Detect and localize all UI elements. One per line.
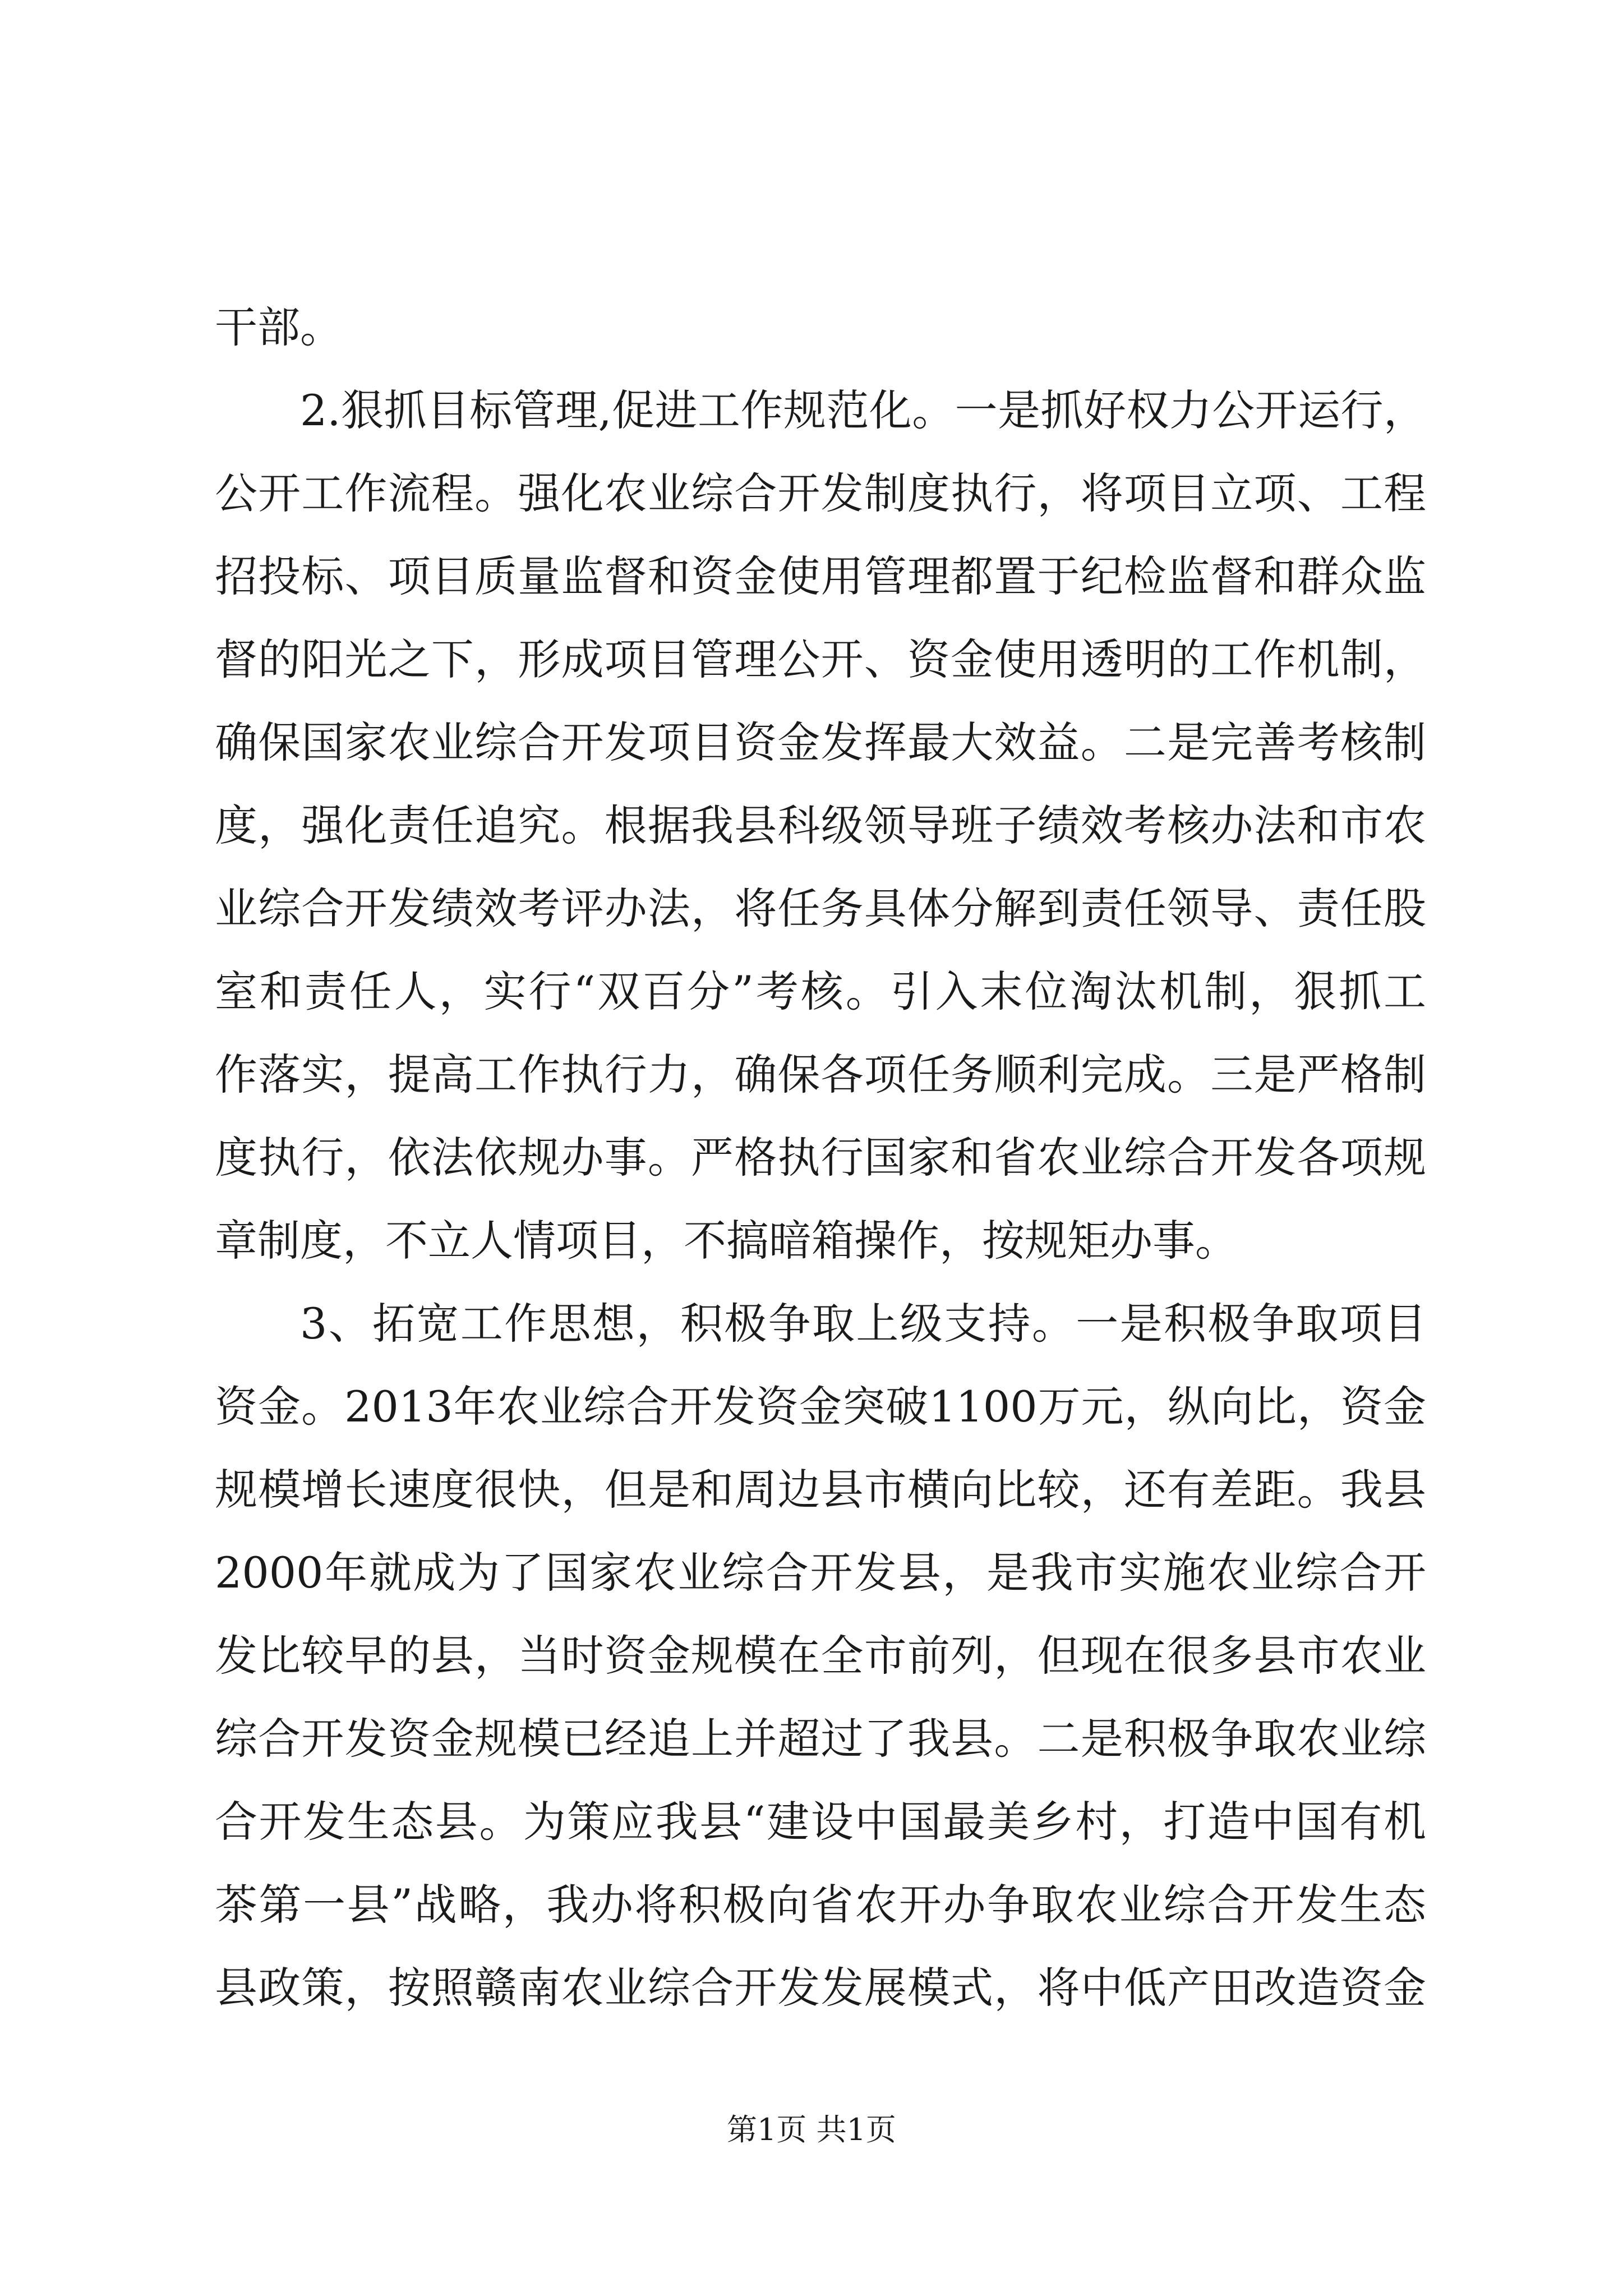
text-line: 综合开发资金规模已经追上并超过了我县。二是积极争取农业综 xyxy=(215,1714,1426,1764)
text-line: 合开发生态县。为策应我县“建设中国最美乡村，打造中国有机 xyxy=(215,1797,1426,1847)
text-line: 确保国家农业综合开发项目资金发挥最大效益。二是完善考核制 xyxy=(215,717,1426,767)
text-line: 3、拓宽工作思想，积极争取上级支持。一是积极争取项目 xyxy=(300,1299,1426,1349)
text-line: 度执行，依法依规办事。严格执行国家和省农业综合开发各项规 xyxy=(215,1133,1426,1182)
text-line: 度，强化责任追究。根据我县科级领导班子绩效考核办法和市农 xyxy=(215,800,1426,850)
document-body xyxy=(215,286,1426,2030)
text-line: 招投标、项目质量监督和资金使用管理都置于纪检监督和群众监 xyxy=(215,551,1426,601)
text-line: 作落实，提高工作执行力，确保各项任务顺利完成。三是严格制 xyxy=(215,1050,1426,1099)
text-line: 干部。 xyxy=(215,302,343,352)
text-line: 2000年就成为了国家农业综合开发县，是我市实施农业综合开 xyxy=(215,1548,1426,1598)
text-line: 室和责任人，实行“双百分”考核。引入末位淘汰机制，狠抓工 xyxy=(215,967,1426,1016)
text-line: 发比较早的县，当时资金规模在全市前列，但现在很多县市农业 xyxy=(215,1631,1426,1681)
text-line: 茶第一县”战略，我办将积极向省农开办争取农业综合开发生态 xyxy=(215,1880,1426,1930)
text-line: 规模增长速度很快，但是和周边县市横向比较，还有差距。我县 xyxy=(215,1465,1426,1515)
text-line: 县政策，按照赣南农业综合开发发展模式，将中低产田改造资金 xyxy=(215,1963,1426,2013)
text-line: 2.狠抓目标管理,促进工作规范化。一是抓好权力公开运行， xyxy=(300,385,1426,435)
text-line: 资金。2013年农业综合开发资金突破1100万元，纵向比，资金 xyxy=(215,1382,1426,1432)
page-number-footer: 第1页 共1页 xyxy=(727,2112,896,2147)
text-line: 业综合开发绩效考评办法，将任务具体分解到责任领导、责任股 xyxy=(215,884,1426,933)
text-line: 章制度，不立人情项目，不搞暗箱操作，按规矩办事。 xyxy=(215,1216,1238,1266)
text-line: 督的阳光之下，形成项目管理公开、资金使用透明的工作机制， xyxy=(215,634,1426,684)
text-line: 公开工作流程。强化农业综合开发制度执行，将项目立项、工程 xyxy=(215,468,1426,518)
